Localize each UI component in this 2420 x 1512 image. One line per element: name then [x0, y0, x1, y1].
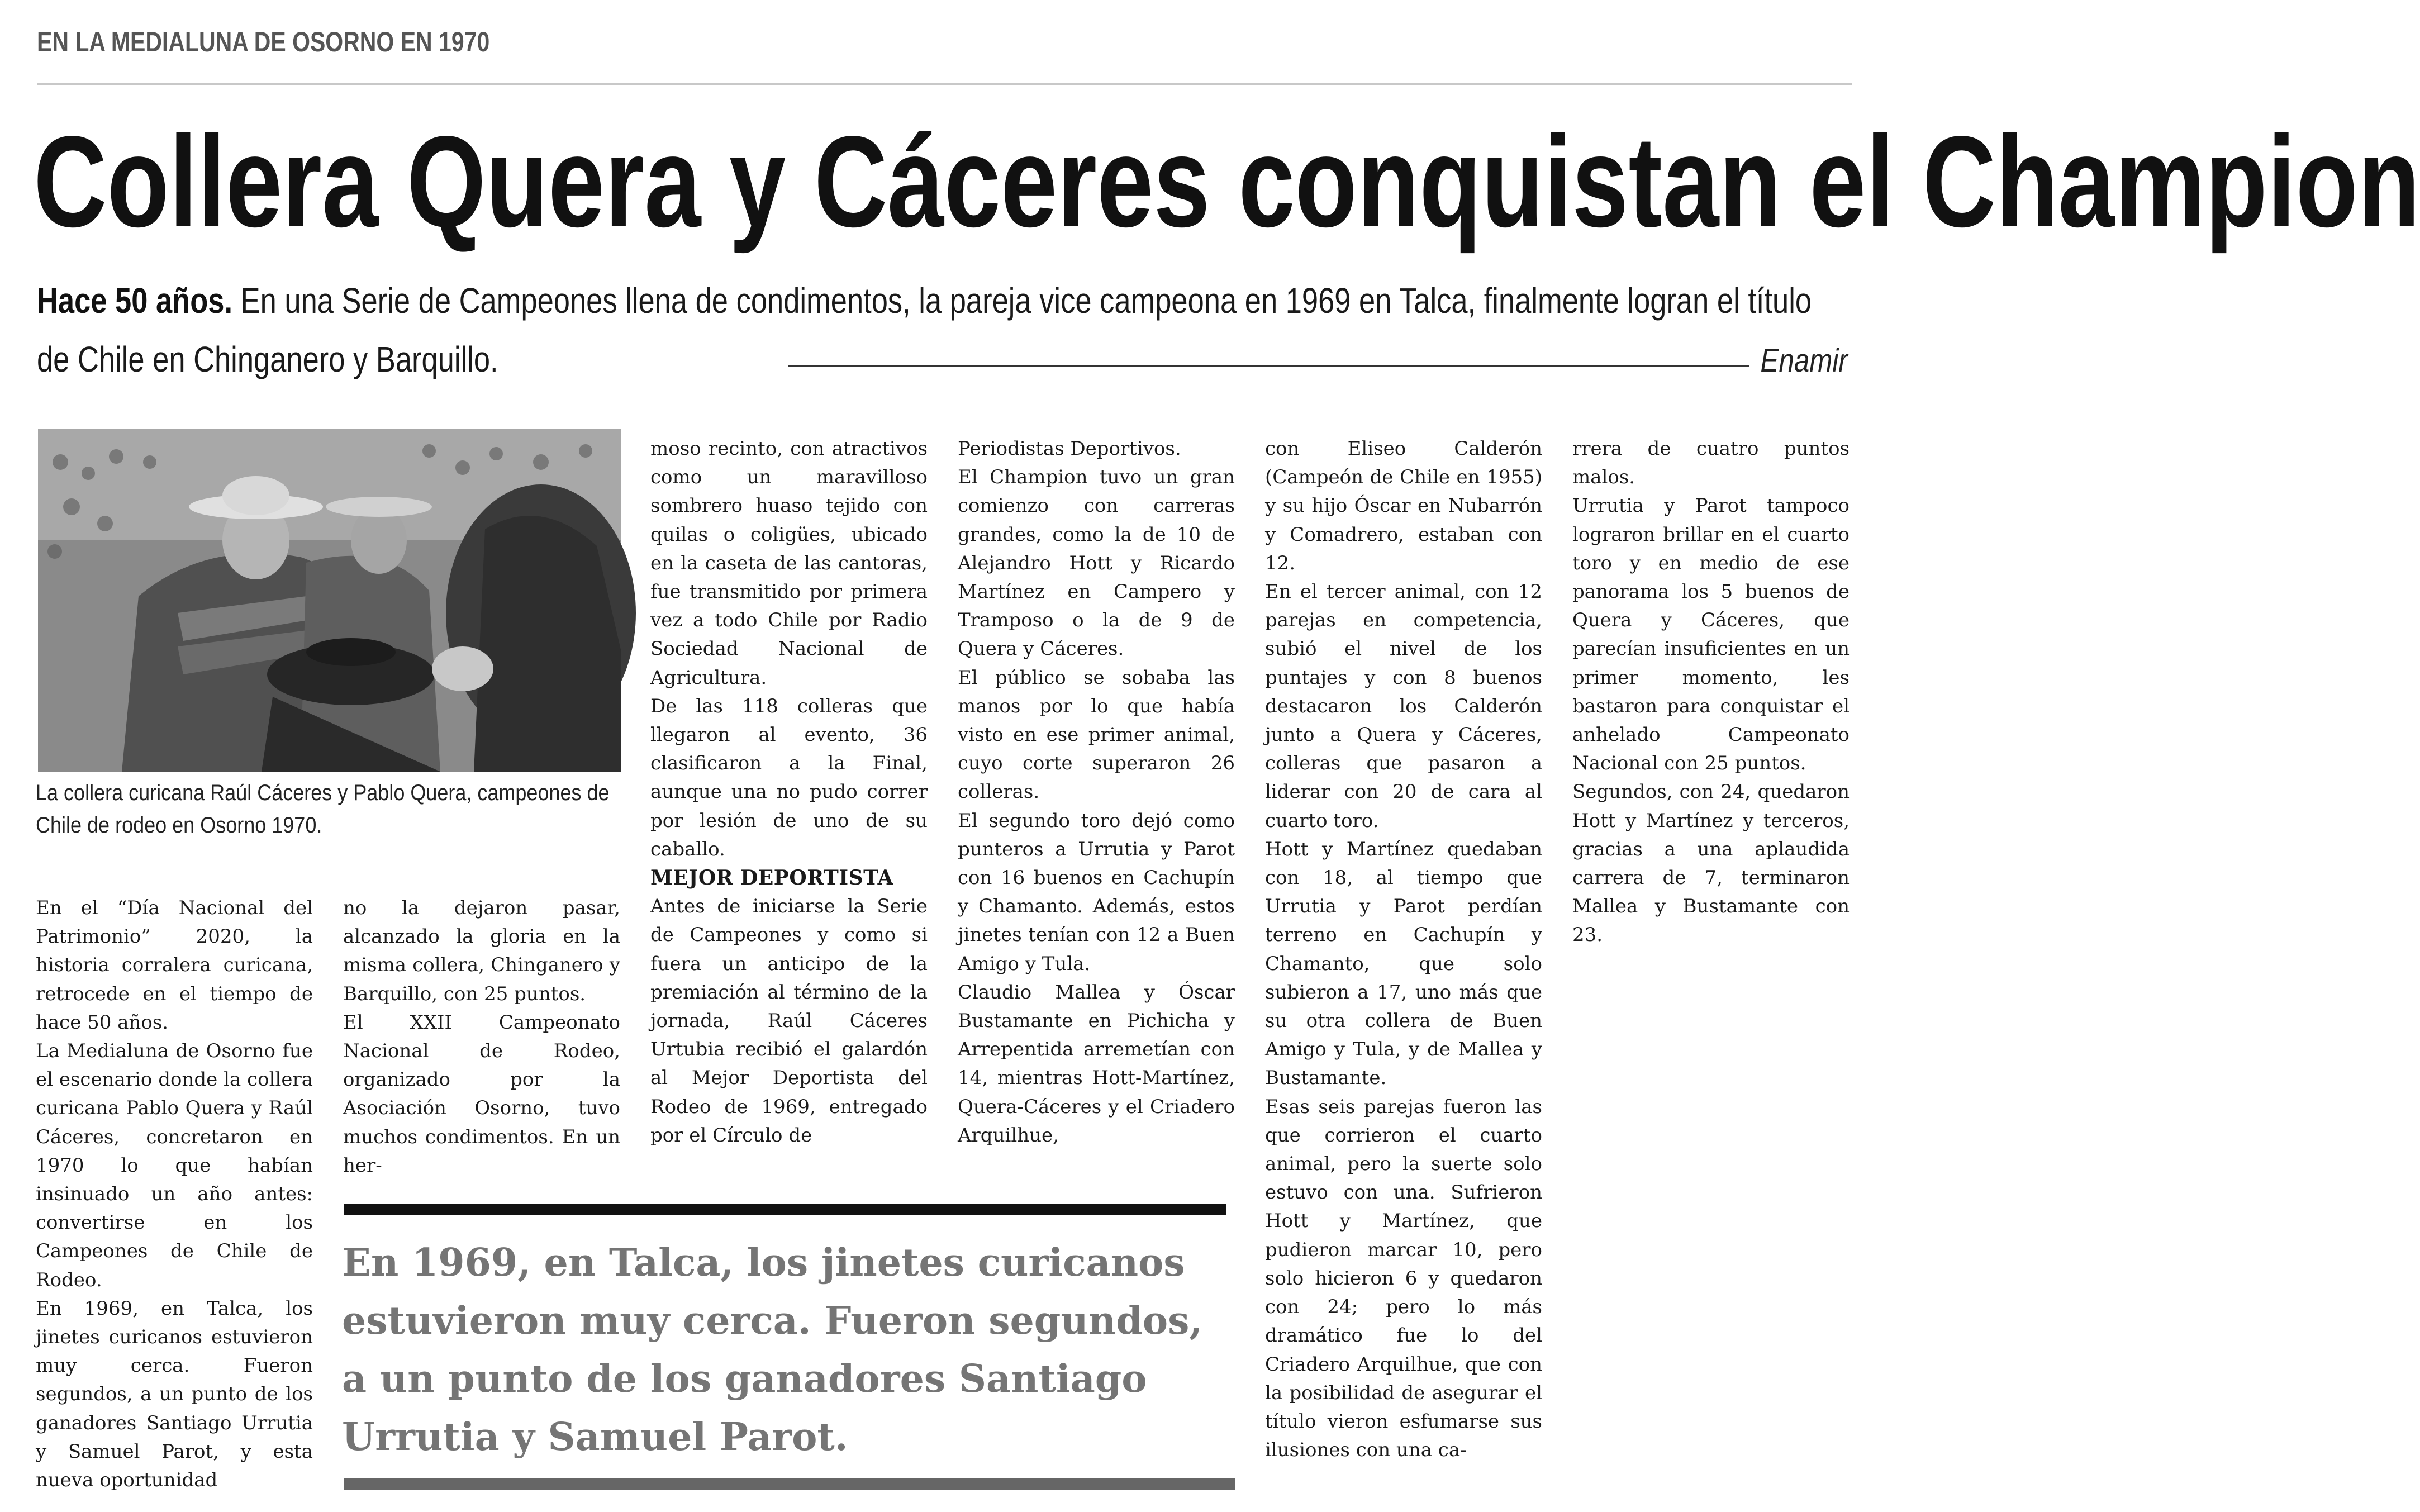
body-paragraph: Segundos, con 24, quedaron Hott y Martínez y terceros, gracias a una aplaudida carrera de 7, terminaron Mallea y Bustamante con 23. — [1572, 781, 1850, 947]
headline: Collera Quera y Cáceres conquistan el Champion — [34, 110, 2420, 254]
body-paragraph: En el “Día Nacional del Patrimonio” 2020, la historia corralera curicana, retrocede en el tiempo de hace 50 años. — [36, 897, 313, 1034]
body-paragraph: La Medialuna de Osorno fue el escenario donde la collera curicana Pablo Quera y Raúl Cáceres, concretaron en 1970 lo que habían insinuado un año antes: convertirse en los Campeones de Chile de Rodeo. — [36, 1040, 313, 1291]
rodeo-photo — [38, 429, 621, 772]
pullquote-bottom-rule — [344, 1478, 1235, 1490]
body-paragraph: moso recinto, con atractivos como un maravilloso sombrero huaso tejido con quilas o coligües, ubicado en la caseta de las cantoras, fue transmitido por primera vez a todo Chile por Radio Sociedad Nacional de Agricultura. — [650, 438, 928, 689]
body-paragraph: En 1969, en Talca, los jinetes curicanos estuvieron muy cerca. Fueron segundos, a un punto de los ganadores Santiago Urrutia y Samuel Parot, y esta nueva oportunidad — [36, 1297, 313, 1492]
body-paragraph: El Champion tuvo un gran comienzo con carreras grandes, como la de 10 de Alejandro Hott y Ricardo Martínez en Campero y Tramposo o la de 9 de Quera y Cáceres. — [958, 466, 1235, 660]
body-paragraph: El segundo toro dejó como punteros a Urrutia y Parot con 16 buenos en Cachupín y Chamanto. Además, estos jinetes tenían con 12 a Buen Amigo y Tula. — [958, 809, 1235, 975]
lead-bold-intro: Hace 50 años. — [37, 280, 233, 321]
article-column-4 — [958, 435, 1235, 1183]
article-column-6 — [1572, 435, 1850, 993]
body-paragraph: Periodistas Deportivos. — [958, 438, 1181, 460]
pull-quote: En 1969, en Talca, los jinetes curicanos estuvieron muy cerca. Fueron segundos, a un punto de los ganadores Santiago Urrutia y Samuel Parot. — [342, 1240, 1203, 1459]
kicker-divider — [37, 83, 1852, 85]
body-paragraph: De las 118 colleras que llegaron al evento, 36 clasificaron a la Final, aunque una no pudo correr por lesión de uno de su caballo. — [650, 695, 928, 860]
body-paragraph: El XXII Campeonato Nacional de Rodeo, organizado por la Asociación Osorno, tuvo muchos condimentos. En un her- — [343, 1011, 620, 1177]
rodeo-photo-illustration — [38, 429, 621, 772]
article-column-3 — [650, 435, 928, 1183]
body-paragraph: no la dejaron pasar, alcanzado la gloria en la misma collera, Chinganero y Barquillo, con 25 puntos. — [343, 897, 620, 1005]
body-paragraph: rrera de cuatro puntos malos. — [1572, 438, 1850, 489]
body-paragraph: Esas seis parejas fueron las que corrieron el cuarto animal, pero la suerte solo estuvo con una. Sufrieron Hott y Martínez, que pudieron marcar 10, pero solo hicieron 6 y quedaron con 24; pero lo más dramático fue lo del Criadero Arquilhue, que con la posibilidad de asegurar el título vieron esfumarse sus ilusiones con una ca- — [1265, 1095, 1542, 1462]
lead-paragraph — [37, 272, 1851, 389]
body-paragraph: El público se sobaba las manos por lo que había visto en ese primer animal, cuyo corte superaron 26 colleras. — [958, 666, 1235, 803]
body-paragraph: Hott y Martínez quedaban con 18, al tiempo que Urrutia y Parot perdían terreno en Cachupín y Chamanto, que solo subieron a 17, uno más que su otra collera de Buen Amigo y Tula, y de Mallea y Bustamante. — [1265, 838, 1542, 1090]
article-column-1 — [36, 894, 313, 1497]
subhead: MEJOR DEPORTISTA — [650, 866, 893, 890]
section-kicker: EN LA MEDIALUNA DE OSORNO EN 1970 — [37, 26, 490, 58]
byline: Enamir — [1760, 343, 1848, 379]
body-paragraph: Claudio Mallea y Óscar Bustamante en Pichicha y Arrepentida arremetían con 14, mientras Hott-Martínez, Quera-Cáceres y el Criadero Arquilhue, — [958, 981, 1235, 1147]
lead-divider — [788, 365, 1749, 367]
article-column-5 — [1265, 435, 1542, 1496]
body-paragraph: Urrutia y Parot tampoco lograron brillar en el cuarto toro y en medio de ese panorama los 5 buenos de Quera y Cáceres, que parecían insuficientes en un primer momento, les bastaron para conquistar el anhelado Campeonato Nacional con 25 puntos. — [1572, 495, 1850, 775]
article-column-2 — [343, 894, 620, 1185]
photo-caption: La collera curicana Raúl Cáceres y Pablo Quera, campeones de Chile de rodeo en Osorno 1970. — [36, 781, 610, 838]
body-paragraph: con Eliseo Calderón (Campeón de Chile en 1955) y su hijo Óscar en Nubarrón y Comadrero, estaban con 12. — [1265, 438, 1542, 574]
pullquote-top-rule — [344, 1204, 1226, 1215]
lead-text: En una Serie de Campeones llena de condimentos, la pareja vice campeona en 1969 en Talca, finalmente logran el título de Chile en Chinganero y Barquillo. — [37, 280, 1812, 379]
body-paragraph: Antes de iniciarse la Serie de Campeones y como si fuera un anticipo de la premiación al término de la jornada, Raúl Cáceres Urtubia recibió el galardón al Mejor Deportista del Rodeo de 1969, entregado por el Círculo de — [650, 895, 928, 1147]
body-paragraph: En el tercer animal, con 12 parejas en competencia, subió el nivel de los puntajes y con 8 buenos destacaron los Calderón junto a Quera y Cáceres, colleras que pasaron a liderar con 20 de cara al cuarto toro. — [1265, 581, 1542, 832]
